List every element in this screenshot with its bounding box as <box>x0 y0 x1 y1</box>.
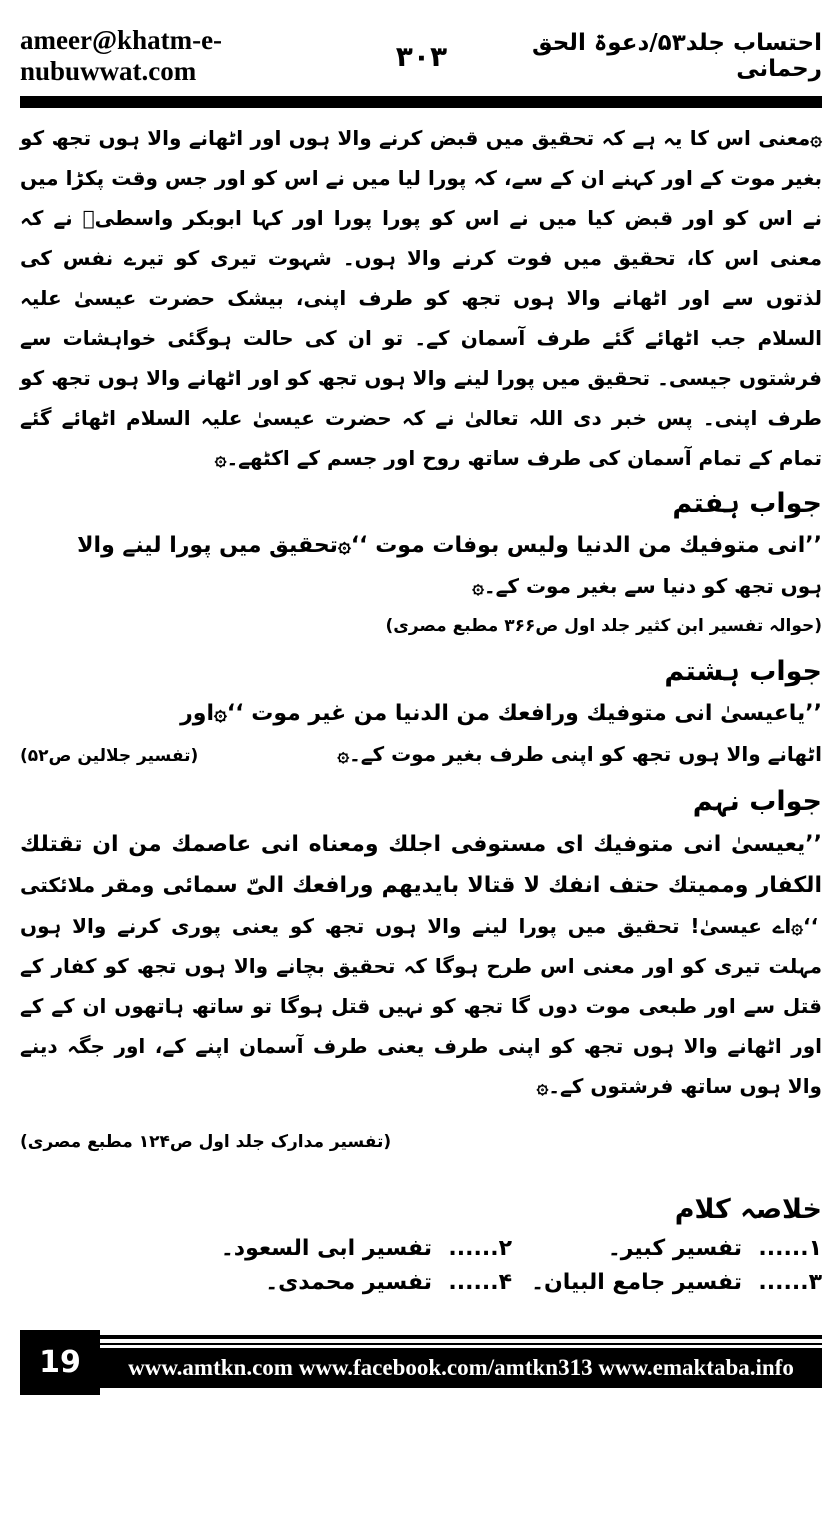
page-header <box>20 25 822 86</box>
text-line: مہلت تیری کو اور معنی اس طرح ہوگا کہ تحقیق بچانے والا ہوں تجھ کو کفار کے قتل سے اور طبعی موت <box>20 954 822 1018</box>
reference: (تفسیر مدارک جلد اول ص۱۲۴ مطبع مصری) <box>20 1132 392 1152</box>
reference: (تفسیر جلالین ص۵۲) <box>20 746 199 766</box>
text-line: ومقر ملائکتی ‘‘۞اے عیسیٰ! تحقیق میں پورا لینے والا ہوں تجھ کو یعنی پوری کرنے والا ہوں <box>20 873 819 938</box>
answer-9-section <box>20 780 822 1162</box>
text-line: طرف آسمان اپنے کے، اور جگہ دینے والا ہوں ساتھ فرشتوں کے۔۞ <box>20 1034 822 1098</box>
text-line: قبض کیا میں نے اس کو پورا پورا اور کہا ابوبکر واسطیؒ نے کہ معنی اس کا، تحقیق میں فوت کرنے والا <box>20 206 822 270</box>
answer-8-section <box>20 650 822 776</box>
footer-rule <box>100 1343 822 1345</box>
text-line: ’’یعیسیٰ انی متوفیك ای مستوفی اجلك ومعناه انی عاصمك من <box>118 832 822 857</box>
header-page-number: ۳۰۳ <box>395 39 448 73</box>
section-heading: جواب نہم <box>692 786 822 817</box>
section-heading: جواب ہفتم <box>672 488 822 519</box>
text-line: ۞معنی اس کا یہ ہے کہ تحقیق میں قبض کرنے والا ہوں اور اٹھانے والا ہوں تجھ کو بغیر <box>20 126 822 190</box>
list-item: تفسیر کبیر۔ <box>607 1236 742 1261</box>
footer-rule <box>100 1335 822 1339</box>
text-line: ان تقتلك الکفار وممیتك حتف انفك لا قتالا بایدیهم ورافعك الیّ سمائی <box>20 832 822 898</box>
answer-9-text <box>20 824 822 1106</box>
section-heading: جواب ہشتم <box>664 656 822 687</box>
text-line: دوں گا تجھ کو نہیں قتل ہوگا تو ساتھ ہاتھوں ان کے کے اور اٹھانے والا ہوں تجھ کو اپنی طرف یعنی <box>20 994 823 1058</box>
footer-band <box>100 1330 822 1395</box>
list-number: ۱...... <box>758 1236 822 1261</box>
text-line: سے فرشتوں جیسی۔ تحقیق میں پورا لینے والا ہوں تجھ کو اور اٹھانے والا ہوں تجھ کو طرف اپنی۔ پس <box>20 326 822 430</box>
header-title: احتساب جلد۵۳/دعوۃ الحق رحمانی <box>532 30 822 82</box>
list-number: ۲...... <box>448 1236 512 1261</box>
list-number: ۴...... <box>448 1270 512 1295</box>
list-item: تفسیر جامع البیان۔ <box>531 1270 742 1295</box>
text-line: ’’انی متوفیك من الدنیا ولیس بوفات موت ‘‘۞تحقیق میں پورا لینے والا <box>77 533 822 558</box>
reference: (حوالہ تفسیر ابن کثیر جلد اول ص۳۶۶ مطبع مصری) <box>385 616 822 636</box>
paragraph-1 <box>20 118 822 478</box>
header-rule <box>20 96 822 108</box>
header-email: ameer@khatm-e-nubuwwat.com <box>20 25 223 86</box>
text-line: موت کے اور کہنے ان کے سے، کہ پورا لیا میں نے اس کو اور جس وقت پکڑا میں نے اس کو اور <box>20 166 822 230</box>
answer-7-section <box>20 482 822 646</box>
list-item: تفسیر ابی السعود۔ <box>220 1236 432 1261</box>
line-with-reference <box>20 566 822 646</box>
summary-section <box>20 1188 822 1300</box>
summary-list <box>20 1232 822 1300</box>
footer-page-number: 19 <box>20 1330 100 1395</box>
list-number: ۳...... <box>758 1270 822 1295</box>
text-line: ہوں۔ شہوت تیری کو تیرے نفس کی لذتوں سے اور اٹھانے والا ہوں تجھ کو طرف اپنی، بیشک <box>20 246 822 310</box>
text-line: ’’یاعیسیٰ انی متوفیك ورافعك من الدنیا من غیر موت ‘‘۞اور <box>180 701 822 726</box>
text-line: حضرت عیسیٰ علیہ السلام جب اٹھائے گئے طرف آسمان کے۔ تو ان کی حالت ہوگئی خواہشات <box>20 286 822 350</box>
text-line: خبر دی اللہ تعالیٰ نے کہ حضرت عیسیٰ علیہ السلام اٹھائے گئے تمام کے تمام آسمان کی طرف ساتھ <box>20 406 822 470</box>
text-line: اٹھانے والا ہوں تجھ کو اپنی طرف بغیر موت کے۔۞ <box>337 742 822 766</box>
text-line: ہوں تجھ کو دنیا سے بغیر موت کے۔۞ <box>472 574 822 598</box>
page-footer <box>20 1330 822 1395</box>
line-with-reference <box>20 734 822 776</box>
section-heading: خلاصہ کلام <box>674 1194 822 1225</box>
footer-links[interactable]: www.amtkn.com www.facebook.com/amtkn313 www.emaktaba.info <box>100 1348 822 1388</box>
list-item: تفسیر محمدی۔ <box>265 1270 432 1295</box>
header-left <box>20 25 447 87</box>
text-line: روح اور جسم کے اکٹھے۔۞ <box>214 446 461 470</box>
